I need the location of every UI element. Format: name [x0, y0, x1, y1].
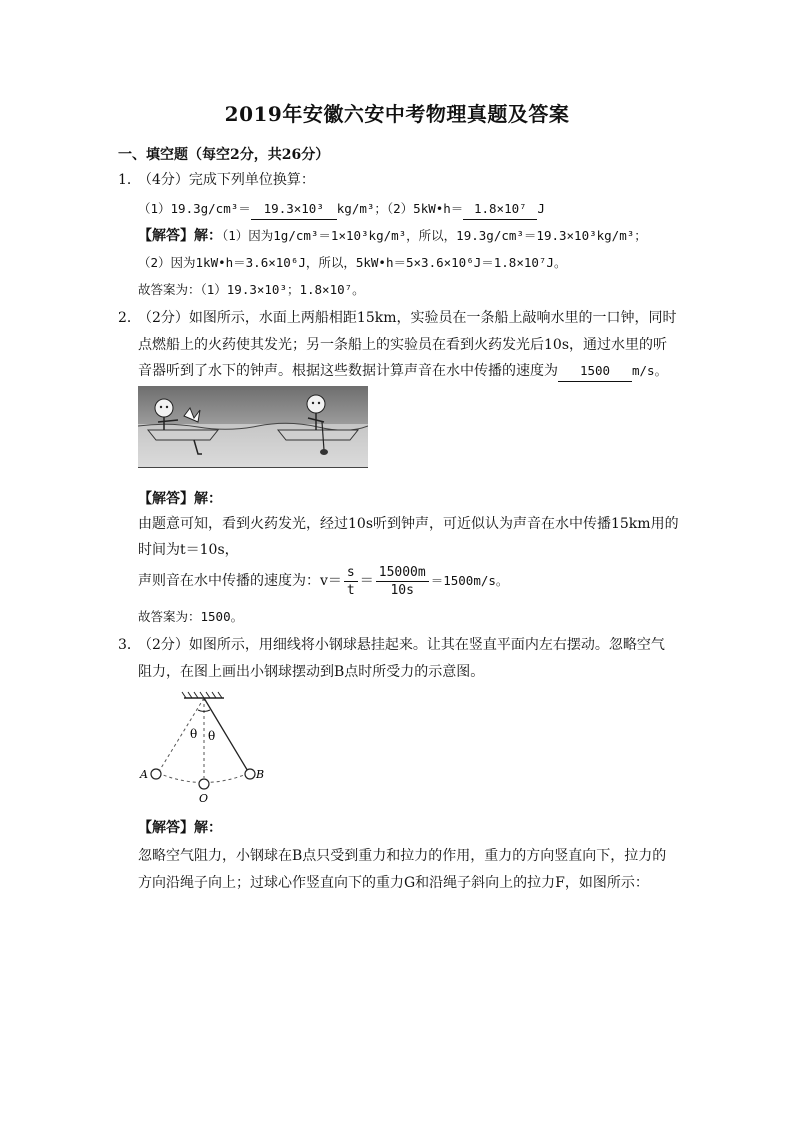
section-heading: 一、填空题（每空2分，共26分） — [118, 147, 330, 163]
q3-solution-line-1: 忽略空气阻力，小钢球在B点只受到重力和拉力的作用，重力的方向竖直向下，拉力的 — [138, 848, 667, 864]
q3-stem-line-1: （2分）如图所示，用细线将小钢球悬挂起来。让其在竖直平面内左右摆动。忽略空气 — [138, 637, 665, 653]
fraction-numerator: 15000m — [376, 564, 429, 582]
q1-solution-line-1: （1）因为1g/cm³＝1×10³kg/m³，所以，19.3g/cm³＝19.3×10³kg/m³； — [222, 228, 647, 243]
fraction-denominator: 10s — [390, 582, 414, 598]
q2-stem-text: 音器听到了水下的钟声。根据这些数据计算声音在水中传播的速度为 — [138, 363, 558, 379]
q2-formula-result: ＝1500m/s。 — [430, 573, 509, 588]
q1-conversion-line — [138, 199, 545, 220]
q2-stem-line-2: 点燃船上的火药使其发光；另一条船上的实验员在看到火药发光后10s，通过水里的听 — [138, 337, 667, 353]
q3-number: 3． — [118, 637, 141, 653]
q2-stem-line-1: （2分）如图所示，水面上两船相距15km，实验员在一条船上敲响水里的一口钟，同时 — [138, 310, 677, 326]
two-boats-illustration — [138, 386, 368, 468]
q3-solution-line-2: 方向沿绳子向上；过球心作竖直向下的重力G和沿绳子斜向上的拉力F，如图所示： — [138, 875, 649, 891]
q3-solution-tag: 【解答】解： — [138, 820, 222, 836]
fraction-denominator: t — [346, 582, 355, 598]
q1-stem: （4分）完成下列单位换算： — [138, 172, 315, 188]
q2-answer-blank: 1500 — [558, 361, 632, 382]
q2-solution-line-2: 时间为t＝10s， — [138, 542, 239, 558]
q2-stem-line-3 — [138, 361, 667, 382]
q2-number: 2． — [118, 310, 141, 326]
q1-answer-blank-1: 19.3×10³ — [251, 199, 337, 220]
fraction-s-over-t — [344, 564, 358, 599]
q3-stem-line-2: 阻力，在图上画出小钢球摆动到B点时所受力的示意图。 — [138, 664, 485, 680]
q1-solution-line-2: （2）因为1kW•h＝3.6×10⁶J，所以，5kW•h＝5×3.6×10⁶J＝1.8×10⁷J。 — [138, 255, 567, 270]
q2-unit: m/s。 — [632, 363, 668, 378]
theta-label-left: θ — [190, 727, 198, 741]
point-a-label: A — [140, 768, 148, 781]
q1-unit: J — [537, 201, 545, 216]
pendulum-diagram — [138, 688, 268, 808]
q1-solution-tag: 【解答】解： — [138, 228, 222, 244]
q2-speed-formula — [138, 560, 508, 602]
q1-part1-text: （1）19.3g/cm³＝ — [138, 201, 251, 216]
q2-solution-line-1: 由题意可知，看到火药发光，经过10s听到钟声，可近似认为声音在水中传播15km用的 — [138, 516, 679, 532]
q2-formula-lead: 声则音在水中传播的速度为：v＝ — [138, 573, 342, 589]
q1-final-answer: 故答案为：（1）19.3×10³；1.8×10⁷。 — [138, 282, 365, 297]
theta-label-right: θ — [208, 729, 216, 743]
q2-final-answer: 故答案为：1500。 — [138, 609, 244, 624]
equals-sign: ＝ — [359, 573, 374, 589]
fraction-distance-over-time — [376, 564, 429, 599]
q1-part2-text: kg/m³；（2）5kW•h＝ — [336, 201, 464, 216]
q1-answer-blank-2: 1.8×10⁷ — [463, 199, 537, 220]
q1-number: 1． — [118, 172, 141, 188]
q2-solution-tag: 【解答】解： — [138, 491, 222, 507]
point-o-label: O — [199, 792, 209, 805]
fraction-numerator: s — [344, 564, 358, 582]
q1-solution — [138, 226, 647, 246]
page-title: 2019年安徽六安中考物理真题及答案 — [224, 102, 570, 126]
point-b-label: B — [256, 768, 265, 781]
